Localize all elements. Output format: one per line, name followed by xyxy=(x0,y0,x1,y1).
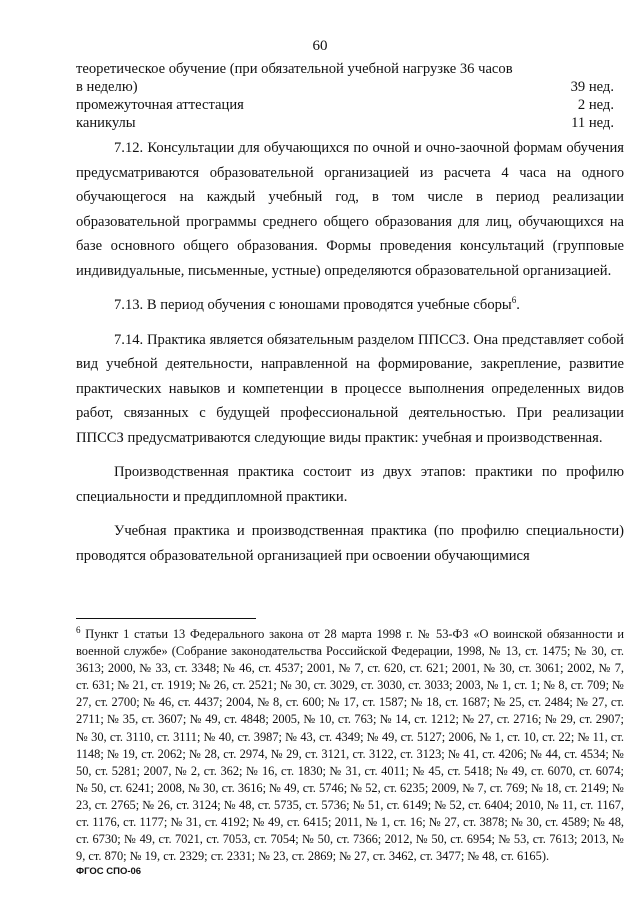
footnote xyxy=(76,626,624,865)
footnote-divider xyxy=(76,618,256,619)
paragraph-training-practice: Учебная практика и производственная практика (по профилю специальности) проводятся образовательной организацией при освоении обучающимися xyxy=(76,523,624,564)
schedule-value: 2 нед. xyxy=(577,97,614,113)
schedule-label: каникулы xyxy=(76,115,136,131)
schedule-row-holidays xyxy=(76,114,624,132)
footnote-reference: 6 xyxy=(511,295,517,306)
page-number: 60 xyxy=(312,38,328,54)
paragraph-7-12: 7.12. Консультации для обучающихся по очной и очно-заочной формам обучения предусматриваются образовательной организацией из расчета 4 часа на одного обучающегося на каждый учебный год, в том числе в период реализации образовательной программы среднего общего образования для лиц, обучающихся на базе основного общего образования. Формы проведения консультаций (групповые индивидуальные, письменные, устные) определяются образовательной организацией. xyxy=(76,140,624,279)
paragraph-7-14: 7.14. Практика является обязательным разделом ППССЗ. Она представляет собой вид учебной деятельности, направленной на формирование, закрепление, развитие практических навыков и компетенции в процессе выполнения определенных видов работ, связанных с будущей профессиональной деятельностью. При реализации ППССЗ предусматриваются следующие виды практик: учебная и производственная. xyxy=(76,331,624,446)
footer-mark: ФГОС СПО-06 xyxy=(76,866,142,877)
schedule-label: промежуточная аттестация xyxy=(76,97,244,113)
paragraph-production-practice: Производственная практика состоит из двух этапов: практики по профилю специальности и преддипломной практики. xyxy=(76,464,624,505)
schedule-list xyxy=(76,60,624,132)
paragraph-7-13: 7.13. В период обучения с юношами проводятся учебные сборы$^6$. xyxy=(114,295,520,313)
footnote-mark: 6 xyxy=(76,624,81,635)
schedule-row-theory xyxy=(76,60,624,96)
footnote-text: Пункт 1 статьи 13 Федерального закона от 28 марта 1998 г. № 53-ФЗ «О воинской обязанности и военной службе» (Собрание законодательства Российской Федерации, 1998, № 13, ст. 1475; № 30, ст. 3613; 2000, № 33, ст. 3348; № 46, ст. 4537; 2001, № 7, ст. 620, ст. 621; 2001, № 30, ст. 3061; 2002, № 7, ст. 631; № 21, ст. 1919; № 26, ст. 2521; № 30, ст. 3029, ст. 3030, ст. 3033; 2003, № 1, ст. 1; № 8, ст. 709; № 27, ст. 2700; № 46, ст. 4437; 2004, № 8, ст. 600; № 17, ст. 1587; № 18, ст. 1687; № 25, ст. 2484; № 27, ст. 2711; № 35, ст. 3607; № 49, ст. 4848; 2005, № 10, ст. 763; № 14, ст. 1212; № 27, ст. 2716; № 29, ст. 2907; № 30, ст. 3110, ст. 3111; № 40, ст. 3987; № 43, ст. 4349; № 49, ст. 5127; 2006, № 1, ст. 10, ст. 22; № 11, ст. 1148; № 19, ст. 2062; № 28, ст. 2974, № 29, ст. 3121, ст. 3122, ст. 3123; № 41, ст. 4206; № 44, ст. 4534; № 50, ст. 5281; 2007, № 2, ст. 362; № 16, ст. 1830; № 31, ст. 4011; № 45, ст. 5418; № 49, ст. 6070, ст. 6074; № 50, ст. 6241; 2008, № 30, ст. 3616; № 49, ст. 5746; № 52, ст. 6235; 2009, № 7, ст. 769; № 18, ст. 2149; № 23, ст. 2765; № 26, ст. 3124; № 48, ст. 5735, ст. 5736; № 51, ст. 6149; № 52, ст. 6404; 2010, № 11, ст. 1167, ст. 1176, ст. 1177; № 31, ст. 4192; № 49, ст. 6415; 2011, № 1, ст. 16; № 27, ст. 3878; № 30, ст. 4589; № 48, ст. 6730; № 49, ст. 7021, ст. 7053, ст. 7054; № 50, ст. 7366; 2012, № 50, ст. 6954; № 53, ст. 7613; 2013, № 9, ст. 870; № 19, ст. 2329; ст. 2331; № 23, ст. 2869; № 27, ст. 3462, ст. 3477; № 48, ст. 6165). xyxy=(76,627,624,864)
schedule-value: 39 нед. xyxy=(570,79,614,95)
schedule-row-attestation xyxy=(76,96,624,114)
page-content xyxy=(76,60,624,574)
paragraph-7-13-text: 7.13. В период обучения с юношами проводятся учебные сборы xyxy=(114,297,512,313)
schedule-value: 11 нед. xyxy=(571,115,614,131)
schedule-label: теоретическое обучение (при обязательной учебной нагрузке 36 часов в неделю) xyxy=(76,61,513,95)
